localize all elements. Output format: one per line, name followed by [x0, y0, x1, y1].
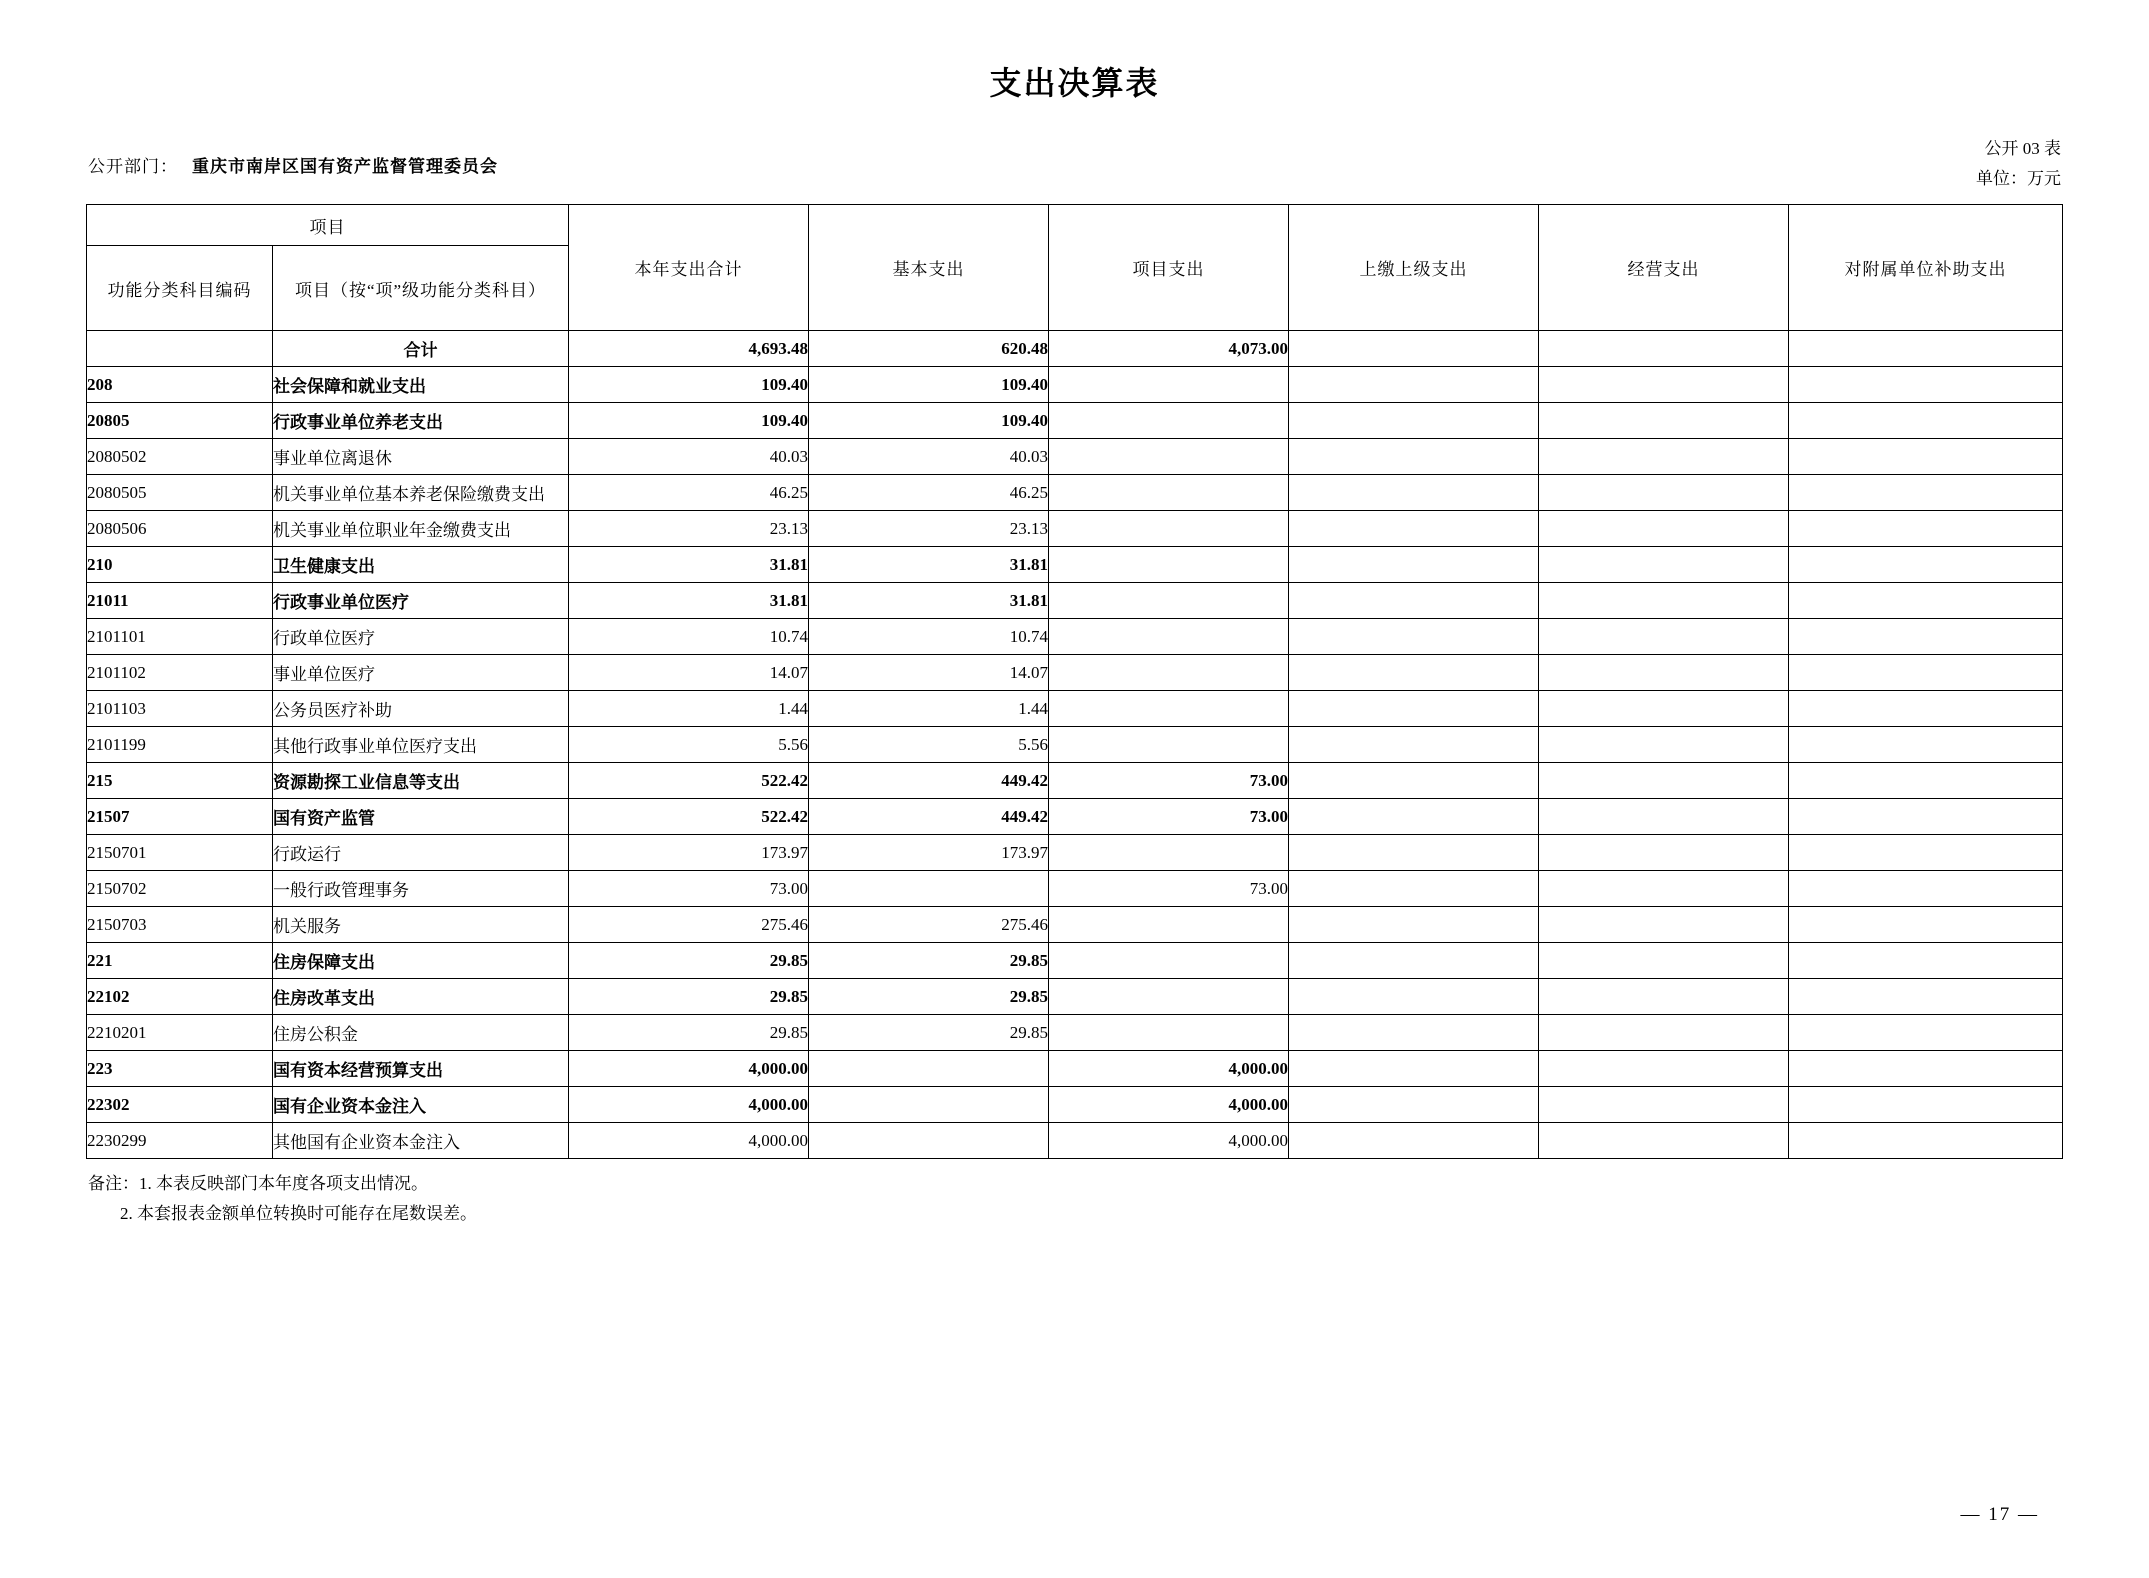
- header-col-name: 项目（按“项”级功能分类科目）: [273, 246, 569, 331]
- cell-operating: [1539, 583, 1789, 619]
- cell-project: [1049, 583, 1289, 619]
- cell-subsidy: [1789, 871, 2063, 907]
- cell-operating: [1539, 1123, 1789, 1159]
- cell-upper: [1289, 871, 1539, 907]
- cell-operating: [1539, 835, 1789, 871]
- cell-subsidy: [1789, 763, 2063, 799]
- cell-name: 其他国有企业资本金注入: [273, 1123, 569, 1159]
- cell-total: 31.81: [569, 583, 809, 619]
- table-row: [87, 1123, 2063, 1159]
- table-row: [87, 691, 2063, 727]
- cell-basic: 620.48: [809, 331, 1049, 367]
- cell-subsidy: [1789, 439, 2063, 475]
- cell-subsidy: [1789, 475, 2063, 511]
- cell-basic: 1.44: [809, 691, 1049, 727]
- cell-project: [1049, 691, 1289, 727]
- cell-name: 社会保障和就业支出: [273, 367, 569, 403]
- cell-project: [1049, 547, 1289, 583]
- cell-code: 2080506: [87, 511, 273, 547]
- cell-name: 行政单位医疗: [273, 619, 569, 655]
- cell-project: 4,000.00: [1049, 1051, 1289, 1087]
- cell-project: 73.00: [1049, 871, 1289, 907]
- cell-name: 行政事业单位医疗: [273, 583, 569, 619]
- cell-code: 208: [87, 367, 273, 403]
- cell-operating: [1539, 511, 1789, 547]
- header-col-operating: 经营支出: [1539, 205, 1789, 331]
- cell-subsidy: [1789, 835, 2063, 871]
- cell-basic: 173.97: [809, 835, 1049, 871]
- cell-name: 事业单位医疗: [273, 655, 569, 691]
- cell-upper: [1289, 907, 1539, 943]
- header-col-basic: 基本支出: [809, 205, 1049, 331]
- cell-basic: [809, 871, 1049, 907]
- cell-basic: 31.81: [809, 547, 1049, 583]
- cell-basic: 40.03: [809, 439, 1049, 475]
- cell-total: 29.85: [569, 943, 809, 979]
- cell-name: 国有企业资本金注入: [273, 1087, 569, 1123]
- table-header: [87, 205, 2063, 331]
- cell-operating: [1539, 1051, 1789, 1087]
- cell-name: 资源勘探工业信息等支出: [273, 763, 569, 799]
- cell-project: [1049, 907, 1289, 943]
- table-notes: [88, 1169, 2149, 1229]
- cell-project: [1049, 655, 1289, 691]
- cell-project: [1049, 403, 1289, 439]
- cell-basic: 10.74: [809, 619, 1049, 655]
- cell-operating: [1539, 367, 1789, 403]
- cell-name: 事业单位离退休: [273, 439, 569, 475]
- department-line: [88, 152, 498, 177]
- cell-total: 109.40: [569, 367, 809, 403]
- cell-total: 4,000.00: [569, 1123, 809, 1159]
- cell-code: 215: [87, 763, 273, 799]
- cell-basic: [809, 1123, 1049, 1159]
- cell-subsidy: [1789, 583, 2063, 619]
- cell-subsidy: [1789, 655, 2063, 691]
- cell-project: [1049, 727, 1289, 763]
- table-row: [87, 511, 2063, 547]
- cell-name: 住房公积金: [273, 1015, 569, 1051]
- cell-name: 国有资本经营预算支出: [273, 1051, 569, 1087]
- cell-total: 4,000.00: [569, 1051, 809, 1087]
- cell-operating: [1539, 331, 1789, 367]
- cell-upper: [1289, 439, 1539, 475]
- cell-name: 卫生健康支出: [273, 547, 569, 583]
- table-row: [87, 331, 2063, 367]
- cell-upper: [1289, 547, 1539, 583]
- cell-project: [1049, 367, 1289, 403]
- cell-subsidy: [1789, 403, 2063, 439]
- cell-upper: [1289, 1087, 1539, 1123]
- cell-operating: [1539, 1087, 1789, 1123]
- table-row: [87, 439, 2063, 475]
- cell-operating: [1539, 727, 1789, 763]
- cell-code: 21507: [87, 799, 273, 835]
- cell-code: 2230299: [87, 1123, 273, 1159]
- cell-total: 73.00: [569, 871, 809, 907]
- cell-subsidy: [1789, 331, 2063, 367]
- cell-operating: [1539, 655, 1789, 691]
- cell-operating: [1539, 691, 1789, 727]
- cell-upper: [1289, 331, 1539, 367]
- cell-subsidy: [1789, 547, 2063, 583]
- cell-upper: [1289, 655, 1539, 691]
- amount-unit: 单位：万元: [1976, 169, 2061, 188]
- cell-project: 73.00: [1049, 763, 1289, 799]
- cell-upper: [1289, 367, 1539, 403]
- cell-total: 31.81: [569, 547, 809, 583]
- cell-subsidy: [1789, 691, 2063, 727]
- cell-basic: 31.81: [809, 583, 1049, 619]
- cell-upper: [1289, 835, 1539, 871]
- header-col-project: 项目支出: [1049, 205, 1289, 331]
- cell-basic: 449.42: [809, 763, 1049, 799]
- cell-code: 2210201: [87, 1015, 273, 1051]
- cell-total: 40.03: [569, 439, 809, 475]
- table-body: [87, 331, 2063, 1159]
- cell-upper: [1289, 691, 1539, 727]
- cell-upper: [1289, 583, 1539, 619]
- cell-total: 29.85: [569, 979, 809, 1015]
- table-row: [87, 943, 2063, 979]
- cell-name: 合计: [273, 331, 569, 367]
- cell-code: 21011: [87, 583, 273, 619]
- department-value: 重庆市南岸区国有资产监督管理委员会: [192, 157, 498, 176]
- cell-project: [1049, 511, 1289, 547]
- cell-code: 22302: [87, 1087, 273, 1123]
- cell-project: 4,000.00: [1049, 1087, 1289, 1123]
- cell-subsidy: [1789, 943, 2063, 979]
- table-row: [87, 727, 2063, 763]
- cell-total: 522.42: [569, 763, 809, 799]
- table-row: [87, 979, 2063, 1015]
- cell-basic: 29.85: [809, 979, 1049, 1015]
- cell-basic: 14.07: [809, 655, 1049, 691]
- cell-upper: [1289, 1123, 1539, 1159]
- table-row: [87, 475, 2063, 511]
- table-row: [87, 655, 2063, 691]
- table-row: [87, 835, 2063, 871]
- table-row: [87, 763, 2063, 799]
- cell-total: 46.25: [569, 475, 809, 511]
- cell-basic: 5.56: [809, 727, 1049, 763]
- cell-upper: [1289, 979, 1539, 1015]
- cell-upper: [1289, 1015, 1539, 1051]
- cell-total: 29.85: [569, 1015, 809, 1051]
- cell-upper: [1289, 475, 1539, 511]
- cell-upper: [1289, 511, 1539, 547]
- cell-code: 2080502: [87, 439, 273, 475]
- cell-subsidy: [1789, 907, 2063, 943]
- cell-project: [1049, 619, 1289, 655]
- cell-total: 14.07: [569, 655, 809, 691]
- cell-total: 275.46: [569, 907, 809, 943]
- table-row: [87, 1051, 2063, 1087]
- cell-total: 1.44: [569, 691, 809, 727]
- cell-code: 2080505: [87, 475, 273, 511]
- cell-project: 4,073.00: [1049, 331, 1289, 367]
- cell-code: 2101101: [87, 619, 273, 655]
- cell-basic: [809, 1051, 1049, 1087]
- cell-basic: [809, 1087, 1049, 1123]
- cell-code: [87, 331, 273, 367]
- table-row: [87, 619, 2063, 655]
- note-line-2: 2. 本套报表金额单位转换时可能存在尾数误差。: [120, 1204, 477, 1223]
- cell-code: 2150702: [87, 871, 273, 907]
- note-line-1: 备注：1. 本表反映部门本年度各项支出情况。: [88, 1174, 428, 1193]
- cell-upper: [1289, 727, 1539, 763]
- cell-operating: [1539, 799, 1789, 835]
- cell-total: 4,693.48: [569, 331, 809, 367]
- cell-upper: [1289, 1051, 1539, 1087]
- cell-name: 行政运行: [273, 835, 569, 871]
- cell-operating: [1539, 547, 1789, 583]
- cell-subsidy: [1789, 1123, 2063, 1159]
- cell-name: 公务员医疗补助: [273, 691, 569, 727]
- table-row: [87, 583, 2063, 619]
- cell-code: 2101103: [87, 691, 273, 727]
- header-group-project: 项目: [87, 205, 569, 246]
- cell-operating: [1539, 1015, 1789, 1051]
- cell-code: 22102: [87, 979, 273, 1015]
- cell-upper: [1289, 403, 1539, 439]
- cell-operating: [1539, 763, 1789, 799]
- cell-name: 国有资产监管: [273, 799, 569, 835]
- cell-operating: [1539, 943, 1789, 979]
- cell-total: 109.40: [569, 403, 809, 439]
- page-title: 支出决算表: [989, 65, 1160, 101]
- cell-project: [1049, 943, 1289, 979]
- cell-name: 机关事业单位职业年金缴费支出: [273, 511, 569, 547]
- form-number: 公开 03 表: [1984, 139, 2061, 158]
- cell-operating: [1539, 403, 1789, 439]
- table-row: [87, 799, 2063, 835]
- cell-total: 23.13: [569, 511, 809, 547]
- cell-name: 行政事业单位养老支出: [273, 403, 569, 439]
- header-col-upper: 上缴上级支出: [1289, 205, 1539, 331]
- cell-upper: [1289, 799, 1539, 835]
- cell-project: 73.00: [1049, 799, 1289, 835]
- cell-operating: [1539, 619, 1789, 655]
- cell-project: [1049, 835, 1289, 871]
- cell-basic: 275.46: [809, 907, 1049, 943]
- cell-code: 210: [87, 547, 273, 583]
- cell-code: 223: [87, 1051, 273, 1087]
- cell-total: 173.97: [569, 835, 809, 871]
- table-row: [87, 403, 2063, 439]
- cell-basic: 109.40: [809, 403, 1049, 439]
- cell-project: [1049, 439, 1289, 475]
- cell-name: 其他行政事业单位医疗支出: [273, 727, 569, 763]
- department-label: 公开部门：: [88, 157, 178, 176]
- cell-subsidy: [1789, 367, 2063, 403]
- cell-project: [1049, 475, 1289, 511]
- header-row-1: [87, 205, 2063, 246]
- form-meta: [1976, 134, 2061, 194]
- expenditure-table: [86, 204, 2063, 1159]
- header-col-total: 本年支出合计: [569, 205, 809, 331]
- document-page: [0, 58, 2149, 1578]
- cell-operating: [1539, 439, 1789, 475]
- table-row: [87, 547, 2063, 583]
- cell-subsidy: [1789, 727, 2063, 763]
- table-row: [87, 1087, 2063, 1123]
- cell-name: 住房保障支出: [273, 943, 569, 979]
- cell-code: 2101199: [87, 727, 273, 763]
- cell-code: 2101102: [87, 655, 273, 691]
- cell-code: 20805: [87, 403, 273, 439]
- cell-name: 机关服务: [273, 907, 569, 943]
- table-row: [87, 367, 2063, 403]
- cell-name: 一般行政管理事务: [273, 871, 569, 907]
- cell-basic: 23.13: [809, 511, 1049, 547]
- cell-upper: [1289, 619, 1539, 655]
- cell-name: 机关事业单位基本养老保险缴费支出: [273, 475, 569, 511]
- cell-subsidy: [1789, 1051, 2063, 1087]
- cell-subsidy: [1789, 619, 2063, 655]
- cell-basic: 29.85: [809, 943, 1049, 979]
- table-row: [87, 907, 2063, 943]
- cell-name: 住房改革支出: [273, 979, 569, 1015]
- cell-subsidy: [1789, 979, 2063, 1015]
- page-number: — 17 —: [1960, 1504, 2039, 1525]
- cell-operating: [1539, 871, 1789, 907]
- cell-subsidy: [1789, 511, 2063, 547]
- cell-total: 4,000.00: [569, 1087, 809, 1123]
- cell-project: 4,000.00: [1049, 1123, 1289, 1159]
- cell-operating: [1539, 979, 1789, 1015]
- cell-basic: 449.42: [809, 799, 1049, 835]
- cell-total: 5.56: [569, 727, 809, 763]
- cell-code: 2150703: [87, 907, 273, 943]
- cell-subsidy: [1789, 1015, 2063, 1051]
- cell-project: [1049, 979, 1289, 1015]
- table-row: [87, 871, 2063, 907]
- cell-subsidy: [1789, 1087, 2063, 1123]
- cell-basic: 46.25: [809, 475, 1049, 511]
- cell-code: 2150701: [87, 835, 273, 871]
- table-row: [87, 1015, 2063, 1051]
- header-col-subsidy: 对附属单位补助支出: [1789, 205, 2063, 331]
- cell-total: 522.42: [569, 799, 809, 835]
- cell-basic: 29.85: [809, 1015, 1049, 1051]
- cell-upper: [1289, 943, 1539, 979]
- cell-subsidy: [1789, 799, 2063, 835]
- cell-project: [1049, 1015, 1289, 1051]
- cell-operating: [1539, 907, 1789, 943]
- cell-basic: 109.40: [809, 367, 1049, 403]
- cell-total: 10.74: [569, 619, 809, 655]
- document-meta: [0, 139, 2149, 204]
- header-col-code: 功能分类科目编码: [87, 246, 273, 331]
- cell-upper: [1289, 763, 1539, 799]
- cell-code: 221: [87, 943, 273, 979]
- cell-operating: [1539, 475, 1789, 511]
